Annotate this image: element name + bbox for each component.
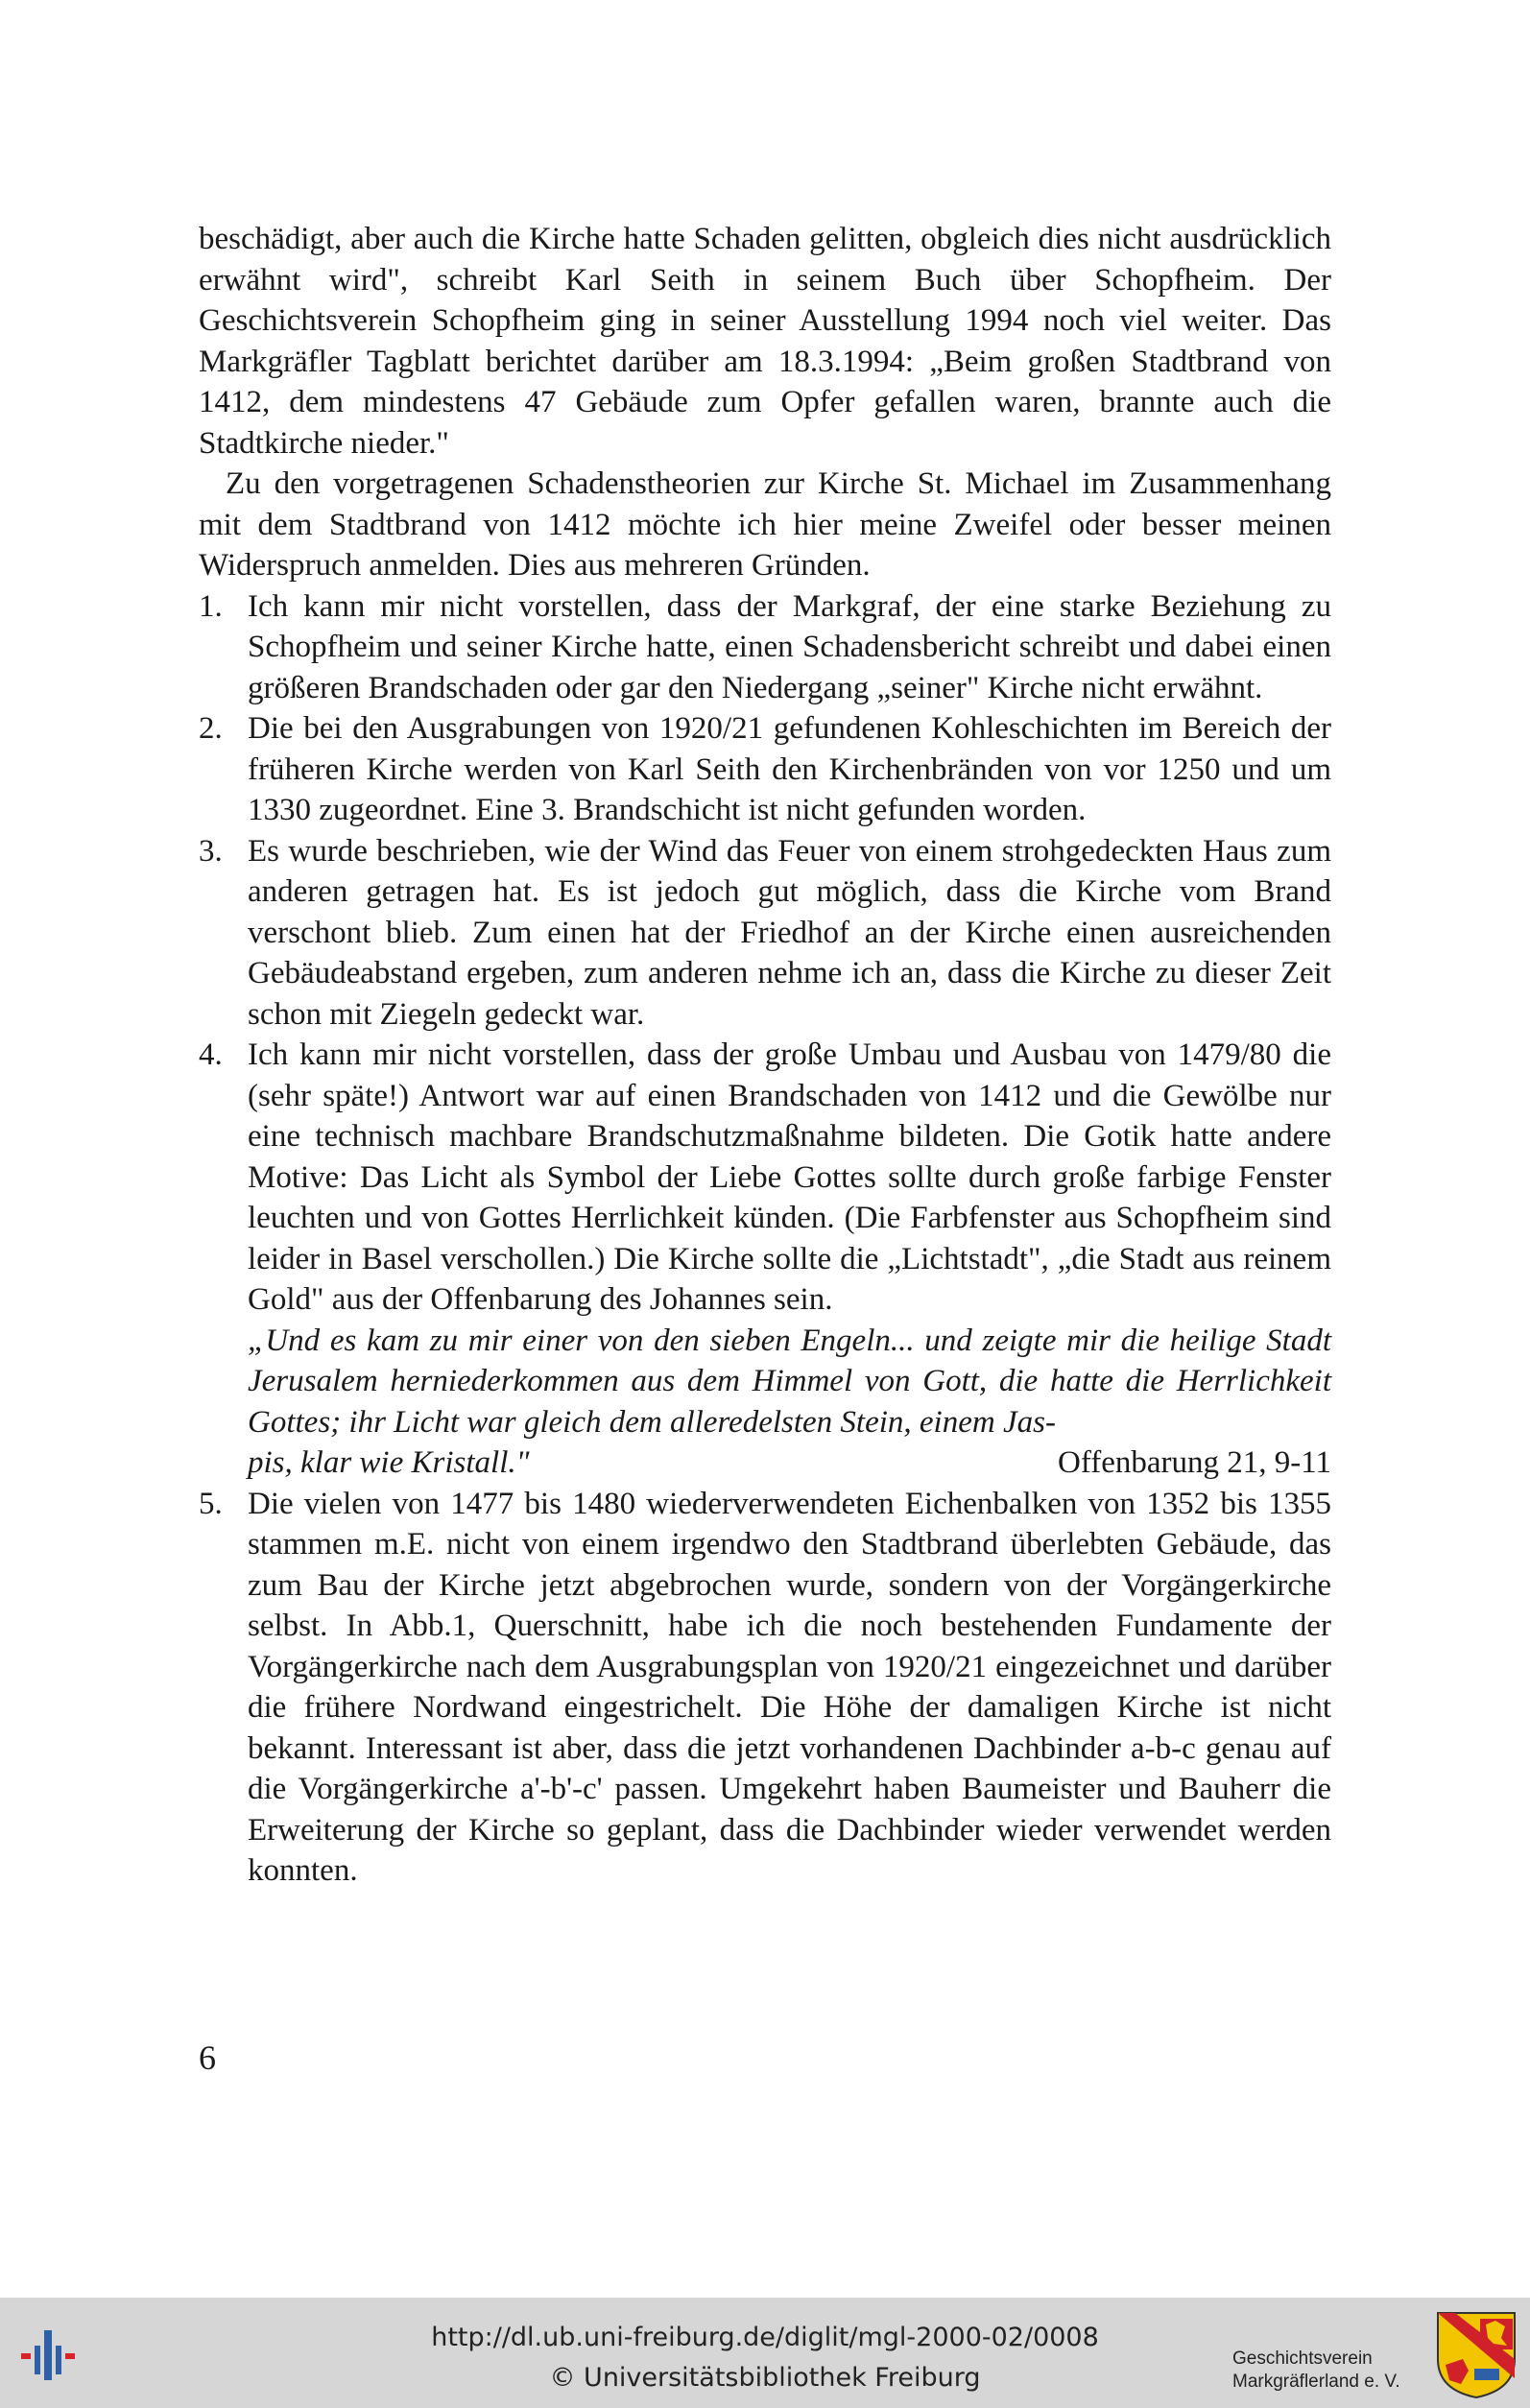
quote-text-end: pis, klar wie Kristall." bbox=[248, 1445, 530, 1480]
paragraph-2: Zu den vorgetragenen Schadenstheorien zur Kirche St. Michael im Zusammenhang mit dem Stadtbrand von 1412 möchte ich hier meine Zweifel oder besser meinen Widerspruch anmelden. Dies aus mehreren Gründen. bbox=[199, 466, 1331, 583]
footer-copyright: © Universitätsbibliothek Freiburg bbox=[549, 2363, 981, 2393]
body-text bbox=[199, 219, 1331, 1892]
list-text: Ich kann mir nicht vorstellen, dass der große Umbau und Ausbau von 1479/80 die (sehr späte!) Antwort war auf einen Brandschaden von 1412 und die Gewölbe nur eine technisch machbare Brandschutzmaßnahme bildeten. Die Gotik hatte andere Motive: Das Licht als Symbol der Liebe Gottes sollte durch große farbige Fenster leuchten und von Gottes Herrlichkeit künden. (Die Farbfenster aus Schopfheim sind leider in Basel verschollen.) Die Kirche sollte die „Lichtstadt", „die Stadt aus reinem Gold" aus der Offenbarung des Johannes sein. bbox=[248, 1037, 1331, 1317]
list-number: 2. bbox=[199, 711, 223, 746]
list-item bbox=[199, 831, 1331, 1036]
quote-text: „Und es kam zu mir einer von den sieben Engeln... und zeigte mir die heilige Stadt Jerusalem herniederkommen aus dem Himmel von Gott, die hatte die Herrlichkeit Gottes; ihr Licht war gleich dem alleredelsten Stein, einem Jas- bbox=[248, 1323, 1331, 1440]
list-item bbox=[199, 1484, 1331, 1892]
org-line-1: Geschichtsverein bbox=[1232, 2348, 1373, 2369]
list-item bbox=[199, 708, 1331, 831]
list-number: 5. bbox=[199, 1486, 223, 1521]
list-number: 4. bbox=[199, 1037, 223, 1072]
list-text: Die bei den Ausgrabungen von 1920/21 gefundenen Kohleschichten im Bereich der früheren Kirche werden von Karl Seith den Kirchenbränden von vor 1250 und um 1330 zugeordnet. Eine 3. Brandschicht ist nicht gefunden worden. bbox=[248, 711, 1331, 827]
list-text: Es wurde beschrieben, wie der Wind das Feuer von einem strohgedeckten Haus zum anderen getragen hat. Es ist jedoch gut möglich, dass die Kirche vom Brand verschont blieb. Zum einen hat der Friedhof an der Kirche einen ausreichenden Gebäudeabstand ergeben, zum anderen nehme ich an, dass die Kirche zu dieser Zeit schon mit Ziegeln gedeckt war. bbox=[248, 833, 1331, 1032]
footer-url[interactable]: http://dl.ub.uni-freiburg.de/diglit/mgl-2000-02/0008 bbox=[431, 2323, 1099, 2352]
list-number: 1. bbox=[199, 588, 223, 624]
numbered-list bbox=[199, 586, 1331, 1892]
quote-last-line bbox=[248, 1442, 1331, 1484]
list-item bbox=[199, 586, 1331, 709]
page-number: 6 bbox=[199, 2038, 216, 2077]
footer-organization bbox=[1232, 2348, 1424, 2394]
list-text: Die vielen von 1477 bis 1480 wiederverwendeten Eichenbalken von 1352 bis 1355 stammen m.E. nicht von einem irgendwo den Stadtbrand überlebten Gebäude, das zum Bau der Kirche jetzt abgebrochen wurde, sondern von der Vorgängerkirche selbst. In Abb.1, Querschnitt, habe ich die noch bestehenden Fundamente der Vorgängerkirche nach dem Ausgrabungsplan von 1920/21 eingezeichnet und darüber die frühere Nordwand eingestrichelt. Die Höhe der damaligen Kirche ist nicht bekannt. Interessant ist aber, dass die jetzt vorhandenen Dachbinder a-b-c genau auf die Vorgängerkirche a'-b'-c' passen. Umgekehrt haben Baumeister und Bauherr die Erweiterung der Kirche so geplant, dass die Dachbinder wieder verwendet werden konnten. bbox=[248, 1486, 1331, 1888]
quote-reference: Offenbarung 21, 9-11 bbox=[1057, 1445, 1331, 1480]
markgraeflerland-crest-icon bbox=[1436, 2311, 1517, 2399]
list-number: 3. bbox=[199, 833, 223, 869]
footer-bar bbox=[0, 2298, 1530, 2408]
org-line-2: Markgräflerland e. V. bbox=[1232, 2372, 1400, 2392]
paragraph-1: beschädigt, aber auch die Kirche hatte Schaden gelitten, obgleich dies nicht ausdrücklich erwähnt wird", schreibt Karl Seith in seinem Buch über Schopfheim. Der Geschichtsverein Schopfheim ging in seiner Ausstellung 1994 noch viel weiter. Das Markgräfler Tagblatt berichtet darüber am 18.3.1994: „Beim großen Stadtbrand von 1412, dem mindestens 47 Gebäude zum Opfer gefallen waren, brannte auch die Stadtkirche nieder." bbox=[199, 222, 1331, 461]
list-item bbox=[199, 1035, 1331, 1484]
list-text: Ich kann mir nicht vorstellen, dass der Markgraf, der eine starke Beziehung zu Schopfheim und seiner Kirche hatte, einen Schadensbericht schreibt und dabei einen größeren Brandschaden oder gar den Niedergang „seiner" Kirche nicht erwähnt. bbox=[248, 588, 1331, 705]
bible-quote bbox=[248, 1321, 1331, 1484]
